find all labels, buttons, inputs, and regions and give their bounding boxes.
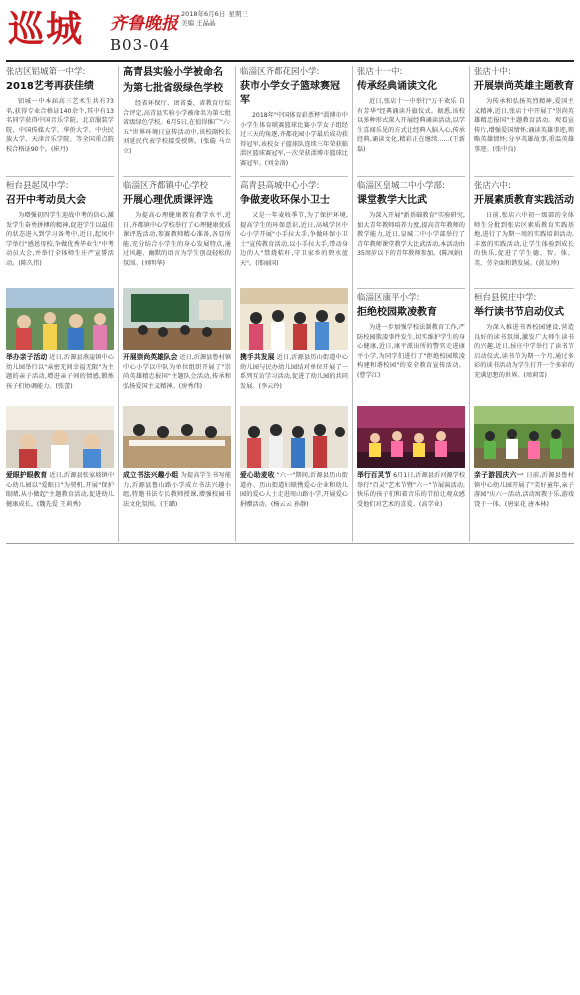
- article-headline: 举行读书节启动仪式: [474, 307, 564, 318]
- article-headline: 2018艺考再获佳绩: [6, 81, 94, 92]
- editor-credit: 美编 王晶晶: [181, 19, 216, 27]
- issue-weekday: 星期三: [228, 10, 248, 18]
- article-body: 近日,张店十一中举行"万千欢乐 自有芳华"经典诵读升旗仪式。据悉,该校以多种形式深入开展经典诵读活动,以学生喜闻乐见的方式让经典入脑入心,传承经典,诵读文化,精彩正在继续……(王新磊): [357, 98, 465, 153]
- photo-story: [6, 288, 114, 395]
- article-body: 为传承和弘扬英烈精神,爱国主义精神,近日,张店十中开展了"崇尚英雄精忠报国"主题教育活动。观看宣传片,增强爱国情怀;诵读英雄事迹,领略英雄情怀;分享英雄故事,重温英雄事迹。(张中良): [474, 98, 574, 153]
- article-kicker: 张店十中:: [474, 67, 511, 77]
- divider: [123, 176, 231, 177]
- photo-calligraphy-group: [123, 406, 231, 468]
- content-bottom-rule: [6, 543, 574, 544]
- photo-caption: [357, 471, 465, 519]
- article: [6, 180, 114, 279]
- article-kicker: 临淄区齐都花园小学:: [240, 67, 320, 77]
- photo-garden-party: [474, 406, 574, 468]
- masthead-rule: [6, 60, 574, 62]
- article-headline: 拒绝校园欺凌教育: [357, 307, 437, 318]
- caption-text: 日前,沂源县鲁村镇中心幼儿园开展了"美好童年,亲子游园"庆六一活动,活动寓教于乐,游戏饶于一体。(唐家花 唐本林): [474, 472, 574, 508]
- article-kicker: 高青县高城中心小学:: [240, 181, 320, 191]
- article-headline: 获市小学女子篮球赛冠军: [240, 81, 340, 106]
- article: [474, 66, 574, 165]
- caption-title: 举行百灵节: [357, 471, 392, 479]
- article-kicker: 临淄区皇城二中小学部:: [357, 181, 445, 191]
- article: [6, 66, 114, 165]
- issue-date: 2018年6月6日: [181, 10, 226, 18]
- article-kicker: 张店十一中:: [357, 67, 403, 77]
- photo-story: [357, 406, 465, 519]
- column-divider: [469, 66, 470, 542]
- article: [357, 180, 465, 279]
- brand-logo: 齐鲁晚报: [110, 14, 178, 34]
- article-headline: 召开中考动员大会: [6, 195, 86, 206]
- article-body: 经省环保厅、团省委、省教育厅综合评定,高青县实验小学被命名为第七批省级绿色学校。6月5日,在值得推广"六·五"世界环境日宣传活动中,该校副校长刘延民代表学校接受授牌。(张璇 马立立): [123, 100, 231, 155]
- article-headline: 传承经典诵读文化: [357, 81, 437, 92]
- article-body: 为深入推进书香校园建设,营造良好的读书氛围,激发广大师生读书的兴趣,近日,侯庄中学举行了读书节启动仪式,读书节为期一个月,通过多彩的读书活动为学生打开一个多彩的充满思想的世界。(周莉雪): [474, 324, 574, 379]
- caption-text: 近日,沂源县历山街道中心幼儿园与民办幼儿园结对单位开展了一系列互访学习活动,促进了幼儿园的共同发展。(李云玲): [240, 354, 348, 390]
- article-kicker: 张店六中:: [474, 181, 511, 191]
- column-divider: [352, 66, 353, 542]
- article-body: 又是一年麦收季节,为了保护环境,提高学生的环保意识,近日,高城学区中心小学开展"小手拉大手,争做环保小卫士"宣传教育活动,以小手拉大手,带动身边的人"禁烧秸秆,守卫家乡的碧水蓝天"。(邢丽国): [240, 212, 348, 267]
- caption-title: 开展崇尚英雄队会: [123, 353, 178, 361]
- divider: [6, 176, 114, 177]
- photo-story: [240, 406, 348, 519]
- photo-story: [240, 288, 348, 395]
- article-kicker: 桓台县起凤中学:: [6, 181, 69, 191]
- photo-class-meeting: [123, 288, 231, 350]
- caption-text: 近日,沂源县张家坡镇中心幼儿园以"爱眼日"为契机,开展"保护眼睛,从小做起"主题教育活动,促进幼儿健康成长。(魏先爱 王莉秀): [6, 472, 114, 508]
- caption-title: 爱心助麦收: [240, 471, 275, 479]
- issue-meta: [181, 10, 251, 28]
- article-kicker: 临淄区康平小学:: [357, 293, 420, 303]
- article-headline: 争做麦收环保小卫士: [240, 195, 330, 206]
- column-divider: [118, 66, 119, 542]
- article-body: 铝城一中本届高三艺术生共有73名,获得专业合格证140余个,其中有13名同学获得中国音乐学院、北京服装学院、中国传媒大学、华侨大学、中央民族大学、天津音乐学院、等全国重点院校合格证90个。(崔丹): [6, 98, 114, 153]
- article: [240, 66, 348, 179]
- article-kicker: 张店区铝城第一中学:: [6, 67, 86, 77]
- photo-caption: [123, 353, 231, 395]
- caption-title: 携手共发展: [240, 353, 275, 361]
- photo-story: [123, 406, 231, 519]
- article-body: 为提高心理健康教育教学水平,近日,齐都镇中心学校举行了心理健康优质课评选活动,参赛教师精心准备,各显所能,充分结合小学生的身心发展特点,通过风趣、幽默的语言为学生创设轻松的氛围。(刘明华): [123, 212, 231, 267]
- article: [240, 180, 348, 279]
- caption-title: 举办亲子活动: [6, 353, 48, 361]
- article: [474, 292, 574, 391]
- divider: [357, 288, 465, 289]
- article-headline: 开展崇尚英雄主题教育: [474, 81, 574, 92]
- article-headline-2: 为第七批省级绿色学校: [123, 83, 223, 94]
- caption-title: 爱眼护眼教育: [6, 471, 48, 479]
- article-headline: 开展心理优质课评选: [123, 195, 213, 206]
- caption-text: 6月1日,沂源县沂河源学校举行"百灵"艺术节暨"六一"节展演活动,快乐的孩子们和着音乐的节拍让观众感受他们对艺术的喜爱。(高学业): [357, 472, 465, 508]
- article-kicker: 桓台县侯庄中学:: [474, 293, 537, 303]
- caption-title: 亲子游园庆六一: [474, 471, 524, 479]
- photo-caption: [123, 471, 231, 519]
- divider: [240, 176, 348, 177]
- column-4: [357, 66, 465, 542]
- photo-story: [474, 406, 574, 519]
- divider: [357, 176, 465, 177]
- photo-kids-activity: [6, 288, 114, 350]
- article-body: 为深入开展"新基础教育"实验研究,加大青年教师培养力度,提高青年教师的教学能力,近日,皇城二中小学部举行了青年教师课堂教学大比武活动,本活动由35周岁以下的青年教师参加。(陈凤娟): [357, 212, 465, 258]
- caption-text: 为提高学生书写能力,沂源县鲁山路小学成立书法兴趣小组,特邀书法专长教师授课,增强校园书法文化氛围。(王璐): [123, 472, 231, 508]
- photo-caption: [6, 471, 114, 519]
- article: [357, 66, 465, 165]
- article-headline: 开展素质教育实践活动: [474, 195, 574, 206]
- column-1: [6, 66, 114, 542]
- caption-text: 近日,沂源县燕崖镇中心幼儿园举行以"亲密无间幸福无限"为主题的亲子活动,增进亲子间的情感,锻炼孩子们协调能力。(张蕾): [6, 354, 114, 390]
- page-number: B03-04: [110, 36, 171, 54]
- article-headline: 高青县实验小学被命名: [123, 67, 223, 78]
- photo-story: [123, 288, 231, 395]
- photo-art-festival: [357, 406, 465, 468]
- column-divider: [235, 66, 236, 542]
- photo-charity-donation: [240, 406, 348, 468]
- photo-caption: [474, 471, 574, 519]
- caption-text: 近日,沂源县鲁村镇中心小学以中队为单位组织开展了"崇尚英雄精忠报国"主题队会活动,传承和弘扬爱国主义精神。(房秀伟): [123, 354, 231, 390]
- column-2: [123, 66, 231, 542]
- photo-kindergarten-exchange: [240, 288, 348, 350]
- divider: [474, 176, 574, 177]
- column-5: [474, 66, 574, 542]
- article: [123, 180, 231, 279]
- article-body: 日前,张店六中初一级部的全体师生分批到张店区素质教育实践基地,进行了为期一周的实践培训活动,丰富的实践活动,让学生体验到成长的快乐,促进了学生德、智、体、美、劳全面和谐发展。(黄友珍): [474, 212, 574, 267]
- photo-eye-care: [6, 406, 114, 468]
- article-kicker: 临淄区齐都镇中心学校: [123, 181, 209, 191]
- photo-caption: [240, 471, 348, 519]
- article: [357, 292, 465, 391]
- article-body: 为进一步加强学校法制教育工作,严防校园欺凌事件发生,切实维护学生的身心健康,近日,康平派出所的警官走进康平小学,为同学们进行了"拒绝校园欺凌 构建和谐校园"的安全教育宣传活动。(曹学江): [357, 324, 465, 379]
- article-headline: 课堂教学大比武: [357, 195, 427, 206]
- article: [474, 180, 574, 279]
- caption-title: 成立书法兴趣小组: [123, 471, 179, 479]
- article-grid: [6, 66, 574, 542]
- section-title: 巡城: [8, 8, 85, 50]
- photo-story: [6, 406, 114, 519]
- article-body: 2018年"中国体育彩票杯"淄博市中小学生体育联赛篮球比赛小学女子组经过三天的角逐,齐都花园小学最后成功获得冠军,该校女子篮球队连续三年荣获临淄区篮球赛冠军,一次荣获淄博市篮球比赛冠军。(刘金洛): [240, 112, 348, 167]
- article: [123, 66, 231, 167]
- article-body: 为增强初四学生迎战中考的信心,激发学生奋勇拼搏的精神,促进学生以最佳的状态进入到学习备考中,近日,起凤中学举行"感恩母校,争做优秀毕业生"中考动员大会,并举行全体师生庄严宣誓活动。(陈久伟): [6, 212, 114, 267]
- photo-caption: [240, 353, 348, 395]
- masthead: [6, 6, 574, 60]
- column-3: [240, 66, 348, 542]
- divider: [474, 288, 574, 289]
- photo-caption: [6, 353, 114, 395]
- caption-text: "六一"期间,沂源县历山街道办、历山街道妇联携爱心企业和幼儿园的爱心人士走进周山路小学,开展爱心捐赠活动。(杨云云 孙静): [240, 472, 348, 508]
